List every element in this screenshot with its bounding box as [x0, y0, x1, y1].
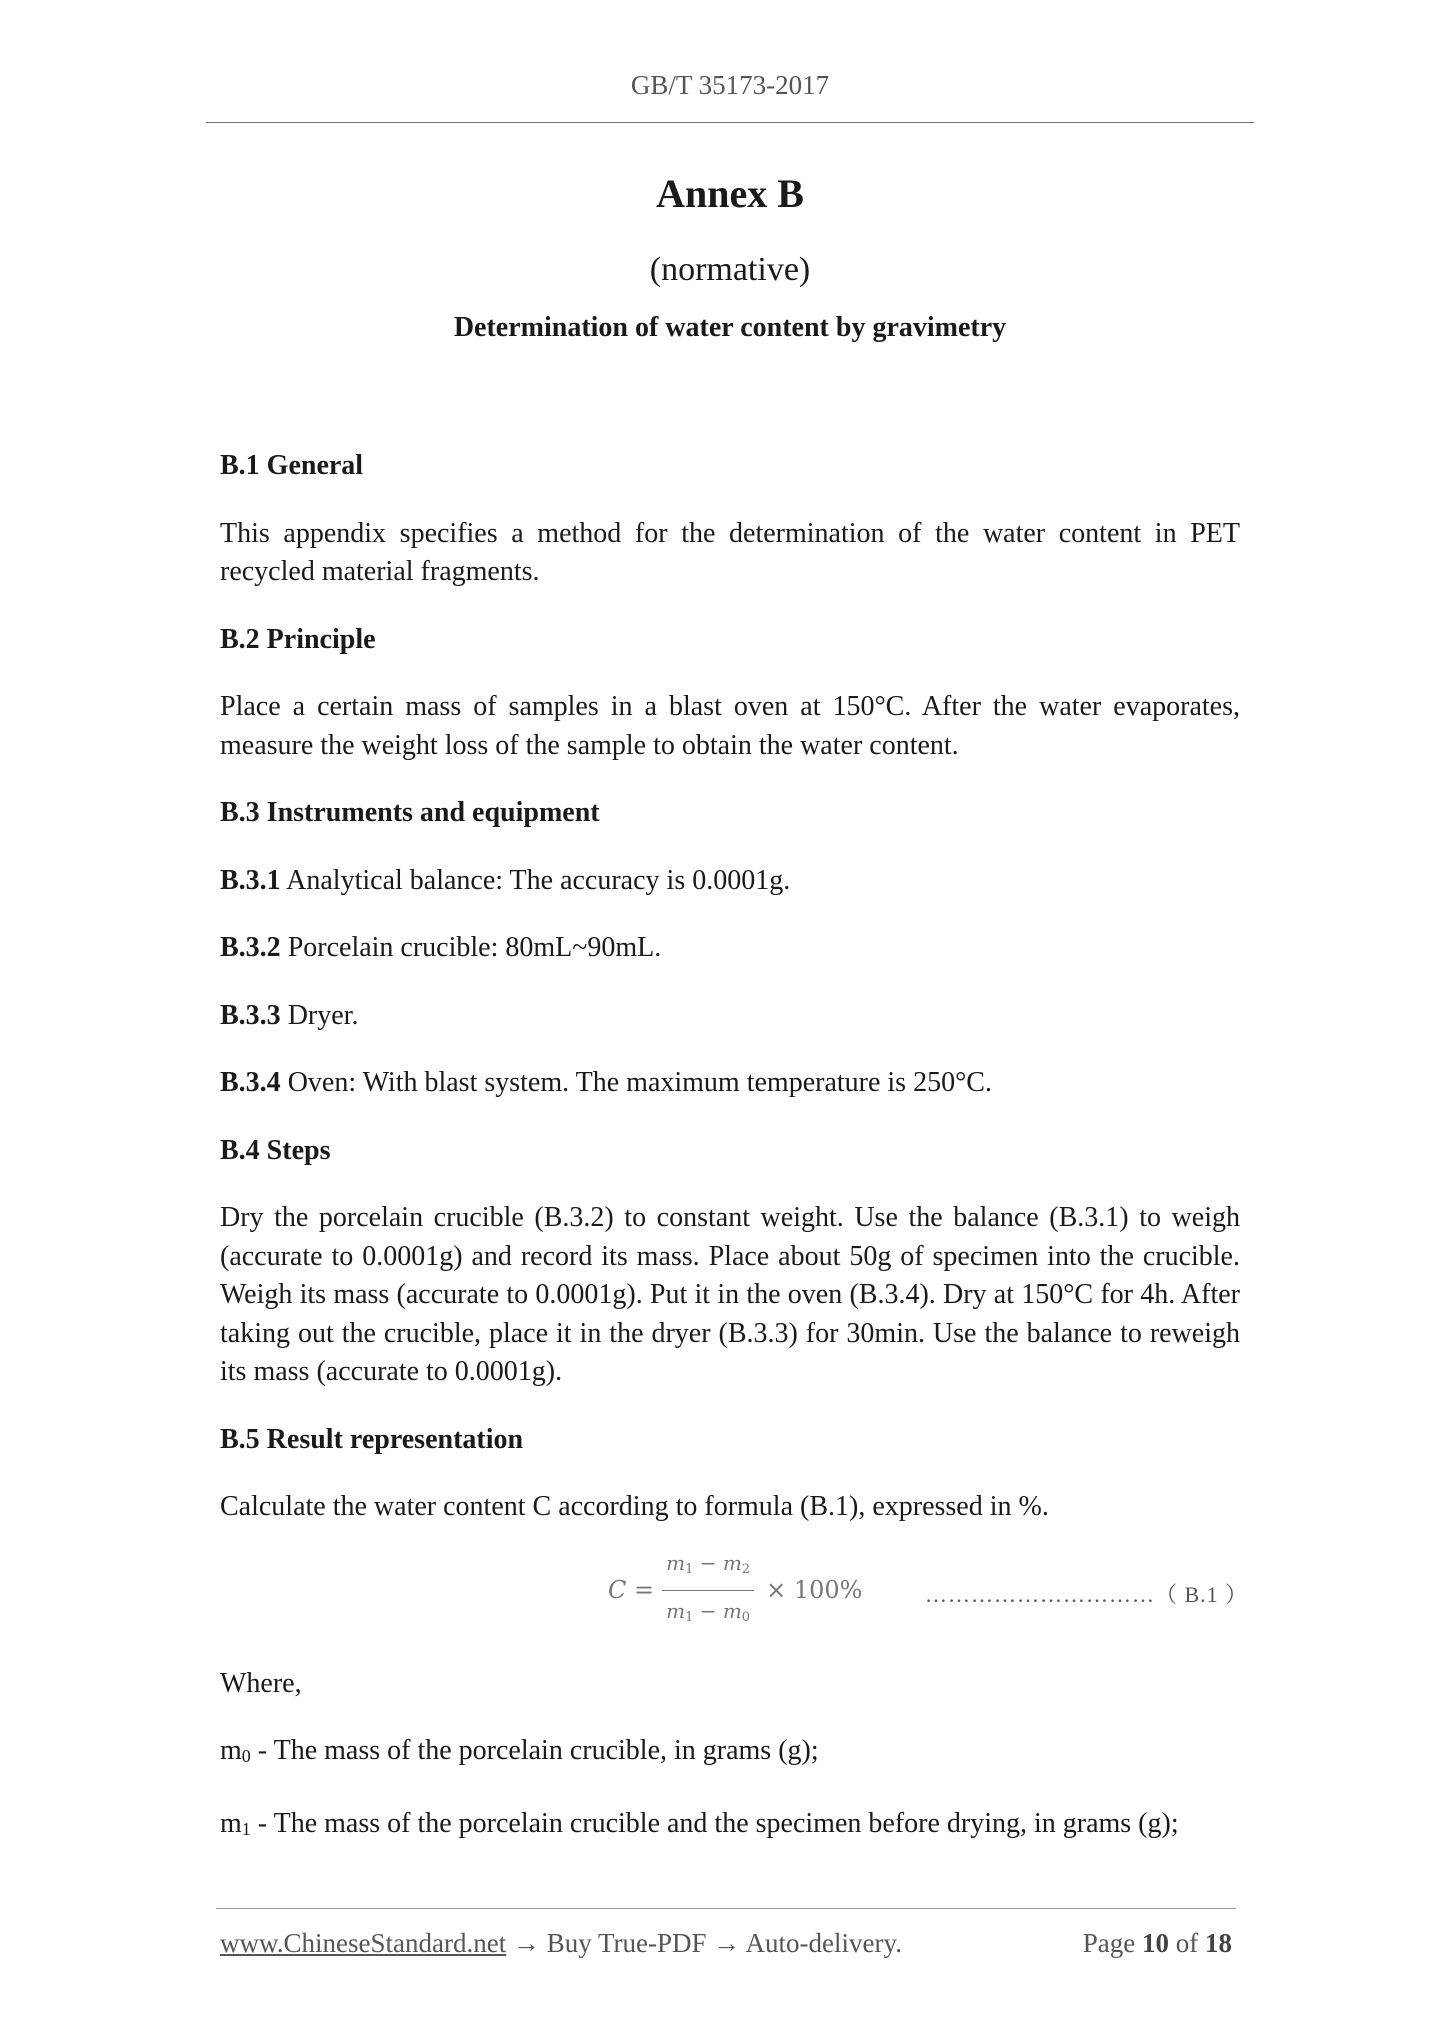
- section-text-b2: Place a certain mass of samples in a blast oven at 150°C. After the water evaporates, measure the weight loss of the sample to obtain the water content.: [220, 691, 1240, 761]
- formula-number: …………………………（ B.1 ）: [925, 1581, 1249, 1607]
- header-divider: [206, 122, 1254, 123]
- annex-title: Annex B: [656, 171, 804, 216]
- item-number: B.3.3: [220, 999, 281, 1031]
- item-number: B.3.4: [220, 1067, 281, 1098]
- definition-symbol: m: [220, 1735, 242, 1766]
- page-indicator: [1083, 1928, 1232, 1959]
- formula-numerator: $m_1 - m_2$: [662, 1544, 754, 1592]
- item-number: B.3.2: [220, 932, 281, 963]
- footer-divider: [216, 1908, 1236, 1909]
- section-text-b1: This appendix specifies a method for the determination of the water content in PET recycled material fragments.: [220, 517, 1240, 587]
- definition-subscript: 1: [241, 1818, 251, 1839]
- item-text: Porcelain crucible: 80mL~90mL.: [287, 932, 662, 963]
- definition-item: [220, 1805, 1240, 1849]
- instrument-item: [220, 997, 1240, 1036]
- page-header: GB/T 35173-2017: [630, 70, 830, 100]
- formula-fraction: [662, 1544, 754, 1638]
- definition-subscript: 0: [241, 1746, 251, 1766]
- item-text: Oven: With blast system. The maximum temperature is 250°C.: [287, 1067, 992, 1098]
- formula-multiplier: × 100%: [766, 1576, 863, 1605]
- item-text: Analytical balance: The accuracy is 0.0001g.: [286, 864, 791, 896]
- footer-left: [220, 1928, 902, 1959]
- section-title-b4: B.4 Steps: [220, 1134, 331, 1166]
- formula-block: [220, 1550, 1249, 1626]
- where-label: Where,: [220, 1667, 302, 1699]
- item-text: Dryer.: [287, 999, 359, 1031]
- section-title-b5: B.5 Result representation: [220, 1423, 524, 1455]
- definition-symbol: m: [220, 1807, 242, 1839]
- section-title-b1: B.1 General: [220, 450, 364, 481]
- site-link[interactable]: www.ChineseStandard.net: [220, 1928, 507, 1958]
- instrument-item: [220, 862, 1240, 901]
- footer-links-text: → Buy True-PDF → Auto-delivery.: [506, 1928, 902, 1958]
- definition-item: [220, 1732, 1240, 1776]
- section-text-b4: Dry the porcelain crucible (B.3.2) to constant weight. Use the balance (B.3.1) to weigh (accurate to 0.0001g) and record its mass. Place about 50g of specimen into the crucible. Weigh its mass (accurate to 0.0001g). Put it in the oven (B.3.4). Dry at 150°C for 4h. After taking out the crucible, place it in the dryer (B.3.3) for 30min. Use the balance to reweigh its mass (accurate to 0.0001g).: [220, 1202, 1240, 1387]
- instrument-item: [220, 929, 1240, 968]
- item-number: B.3.1: [220, 864, 281, 896]
- page-current: 10: [1142, 1928, 1169, 1958]
- formula-denominator: $m_1 - m_0$: [666, 1599, 751, 1625]
- section-title-b3: B.3 Instruments and equipment: [220, 797, 600, 828]
- page-total: 18: [1205, 1928, 1232, 1958]
- of-word: of: [1175, 1928, 1199, 1958]
- definition-text: - The mass of the porcelain crucible and the specimen before drying, in grams (g);: [250, 1807, 1179, 1839]
- document-body: [220, 447, 1249, 1877]
- definition-text: - The mass of the porcelain crucible, in grams (g);: [250, 1735, 819, 1766]
- section-text-b5: Calculate the water content C according to formula (B.1), expressed in %.: [220, 1491, 1049, 1522]
- water-content-formula: [608, 1550, 863, 1626]
- annex-type: (normative): [649, 251, 811, 288]
- annex-heading: Determination of water content by gravimetry: [453, 312, 1007, 343]
- section-title-b2: B.2 Principle: [220, 623, 376, 655]
- instrument-item: [220, 1064, 1240, 1103]
- page-footer: [220, 1928, 1232, 1959]
- formula-lhs: C =: [608, 1576, 655, 1605]
- page-word: Page: [1082, 1928, 1136, 1958]
